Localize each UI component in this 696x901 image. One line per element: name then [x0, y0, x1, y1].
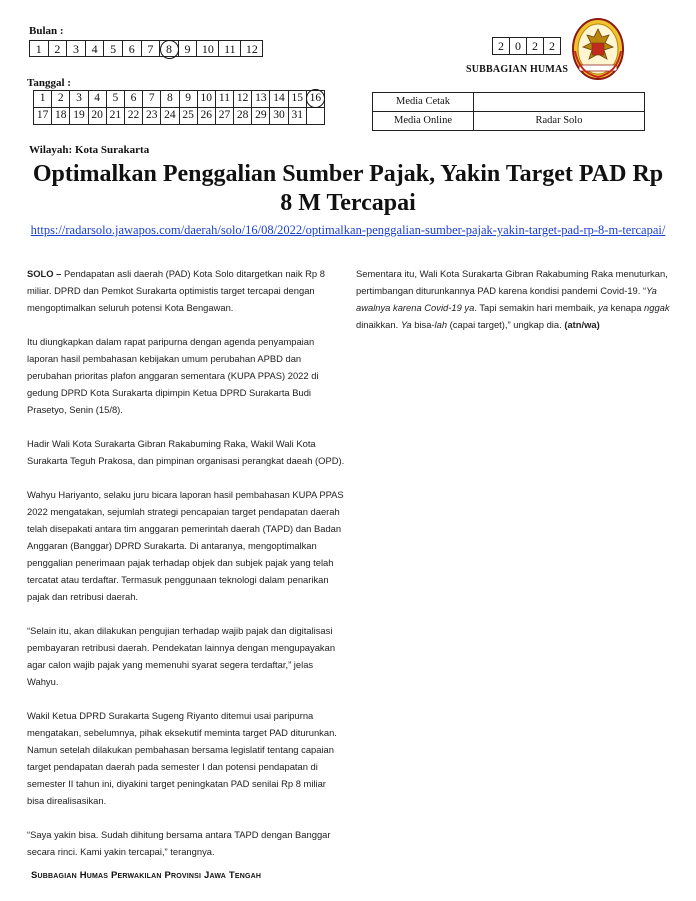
cell-value: 30 — [273, 109, 285, 122]
cell-value: 2 — [549, 39, 555, 53]
grid-cell — [106, 108, 124, 125]
cell-value: 26 — [200, 109, 213, 122]
cell-value: 8 — [167, 92, 173, 105]
cell-value: 2 — [54, 41, 61, 56]
text-span: (capai target),” ungkap dia. — [447, 319, 565, 330]
grid-cell — [67, 41, 86, 57]
article-paragraph: Wakil Ketua DPRD Surakarta Sugeng Riyanto ditemui usai paripurna mengatakan, sebelumnya, pihak eksekutif meminta target PAD diturunkan. Namun setelah dilakukan pembahasan bersama legislatif tentang capaian target pendapatan daerah pada semester I dan potensi pendapatan di semester II tahun ini, diyakini target peningkatan PAD senilai Rp 8 miliar bisa direalisasikan. — [27, 710, 337, 806]
grid-cell — [270, 91, 288, 108]
article-paragraph: Hadir Wali Kota Surakarta Gibran Rakabuming Raka, Wakil Wali Kota Surakarta Teguh Prakosa, dan pimpinan organisasi perangkat daeah (OPD). — [27, 438, 345, 466]
grid-cell — [179, 91, 197, 108]
grid-cell — [143, 108, 161, 125]
cell-value: 4 — [91, 41, 98, 56]
grid-cell — [234, 91, 252, 108]
italic-span: Ya — [400, 319, 412, 330]
grid-cell — [48, 41, 67, 57]
cell-value: 3 — [72, 41, 79, 56]
garuda-emblem-icon — [571, 17, 625, 81]
grid-cell — [30, 41, 49, 57]
grid-cell — [215, 108, 233, 125]
author-code: (atn/wa) — [564, 319, 600, 330]
text-span: kenapa — [608, 302, 645, 313]
bulan-label: Bulan : — [29, 25, 64, 37]
grid-cell — [122, 41, 141, 57]
cell-value: 28 — [236, 109, 249, 122]
cell-value: 15 — [291, 92, 303, 105]
grid-cell — [161, 108, 179, 125]
grid-cell — [52, 108, 70, 125]
grid-cell — [219, 41, 241, 57]
grid-cell — [241, 41, 263, 57]
cell-value: 6 — [128, 41, 135, 56]
grid-cell — [104, 41, 123, 57]
cell-value: 9 — [185, 92, 191, 105]
date-row — [34, 91, 325, 108]
cell-value: 2 — [57, 92, 64, 105]
grid-cell — [178, 41, 197, 57]
article-paragraph — [27, 265, 345, 316]
text-span: Sementara itu, Wali Kota Surakarta Gibran Rakabuming Raka menuturkan, pertimbangan diturunkannya PAD karena kondisi pandemi Covid-19. “ — [356, 268, 668, 296]
italic-span: lah — [434, 319, 448, 330]
grid-cell — [141, 41, 160, 57]
article-paragraph: “Selain itu, akan dilakukan pengujian terhadap wajib pajak dan digitalisasi pembayaran retribusi daerah. Pendekatan lainnya dengan mengupayakan agar calon wajib pajak yang memenuhi syarat segera terdaftar,” jelas Wahyu. — [27, 625, 336, 687]
article-url-link[interactable]: https://radarsolo.jawapos.com/daerah/solo/16/08/2022/optimalkan-penggalian-sumber-pajak-yakin-target-pad-rp-8-m-tercapai/ — [30, 223, 666, 237]
cell-value: 19 — [73, 109, 85, 122]
cell-value: 1 — [39, 92, 46, 105]
media-online-value: Radar Solo — [474, 112, 645, 131]
article-paragraph — [356, 265, 674, 333]
grid-cell — [306, 108, 324, 125]
cell-value: 10 — [201, 41, 214, 56]
cell-value: 6 — [130, 92, 137, 105]
cell-value: 14 — [273, 92, 285, 105]
text-span: bisa- — [411, 319, 435, 330]
grid-cell — [288, 108, 306, 125]
grid-cell — [106, 91, 124, 108]
footer-label: Subbagian Humas Perwakilan Provinsi Jawa Tengah — [31, 870, 262, 881]
year-table — [492, 37, 561, 55]
cell-value: 31 — [291, 109, 303, 122]
italic-span: awalnya karena Covid-19 — [356, 302, 465, 313]
italic-span: Ya — [646, 285, 657, 296]
grid-cell — [544, 38, 561, 55]
grid-cell — [288, 91, 306, 108]
grid-cell — [52, 91, 70, 108]
date-row — [34, 108, 325, 125]
media-cetak-label: Media Cetak — [373, 93, 474, 112]
selected-value: 8 — [165, 41, 172, 56]
cell-value: 18 — [55, 109, 67, 122]
grid-cell — [306, 91, 324, 108]
grid-cell — [34, 108, 52, 125]
cell-value: 11 — [224, 41, 236, 56]
cell-value: 20 — [91, 109, 103, 122]
grid-cell — [161, 91, 179, 108]
cell-value: 13 — [255, 92, 267, 105]
grid-cell — [510, 38, 527, 55]
selected-value: 16 — [309, 92, 322, 105]
paragraph-text: Pendapatan asli daerah (PAD) Kota Solo ditargetkan naik Rp 8 miliar. DPRD dan Pemkot Surakarta optimistis target tercapai dengan mengoptimalkan seluruh potensi Kota Bengawan. — [27, 268, 325, 313]
cell-value: 12 — [245, 41, 258, 56]
cell-value: 9 — [184, 41, 191, 56]
grid-cell — [197, 108, 215, 125]
grid-cell — [197, 91, 215, 108]
article-paragraph: “Saya yakin bisa. Sudah dihitung bersama antara TAPD dengan Banggar secara rinci. Kami yakin tercapai,” terangnya. — [27, 829, 331, 857]
article-paragraph: Wahyu Hariyanto, selaku juru bicara laporan hasil pembahasan KUPA PPAS 2022 mengatakan, sejumlah strategi pencapaian target pendapatan daerah telah disepakati antara tim anggaran pemerintah daerah (TAPD) dan Badan Anggaran (Banggar) DPRD Surakarta. Di antaranya, mengoptimalkan penggalian penerimaan pajak terhadap objek dan subjek pajak yang telah tercatat atau terdaftar. Termasuk penggunaan teknologi dalam penarikan pajak dan retribusi daerah. — [27, 489, 344, 602]
wilayah-label: Wilayah: Kota Surakarta — [29, 144, 150, 156]
cell-value: 17 — [36, 109, 49, 122]
grid-cell — [70, 91, 88, 108]
grid-cell — [215, 91, 233, 108]
cell-value: 5 — [112, 92, 119, 105]
media-online-label: Media Online — [373, 112, 474, 131]
italic-span: nggak — [644, 302, 670, 313]
grid-cell — [493, 38, 510, 55]
grid-cell — [234, 108, 252, 125]
dateline: SOLO – — [27, 268, 62, 279]
grid-cell — [124, 91, 142, 108]
grid-cell — [252, 91, 270, 108]
grid-cell — [88, 91, 106, 108]
article-column-left — [27, 265, 345, 877]
grid-cell — [143, 91, 161, 108]
grid-cell — [85, 41, 104, 57]
article-title: Optimalkan Penggalian Sumber Pajak, Yakin Target PAD Rp 8 M Tercapai — [32, 161, 664, 216]
month-table — [29, 40, 263, 57]
cell-value: 21 — [109, 109, 122, 122]
grid-cell — [124, 108, 142, 125]
media-cetak-value — [474, 93, 645, 112]
grid-cell — [34, 91, 52, 108]
cell-value: 3 — [76, 92, 82, 105]
cell-value: 0 — [515, 39, 521, 53]
grid-cell — [179, 108, 197, 125]
cell-value: 22 — [127, 109, 140, 122]
grid-cell — [270, 108, 288, 125]
italic-span: ya — [464, 302, 475, 313]
grid-cell — [527, 38, 544, 55]
text-span: . Tapi semakin hari membaik, — [474, 302, 599, 313]
tanggal-label: Tanggal : — [27, 77, 71, 89]
italic-span: ya — [598, 302, 609, 313]
grid-cell — [70, 108, 88, 125]
text-span: dinaikkan. — [356, 319, 401, 330]
cell-value: 7 — [147, 41, 154, 56]
year-row — [493, 38, 561, 55]
grid-cell — [252, 108, 270, 125]
date-table — [33, 90, 325, 125]
article-paragraph: Itu diungkapkan dalam rapat paripurna dengan agenda penyampaian laporan hasil pembahasan kebijakan umum perubahan APBD dan perubahan prioritas plafon anggaran sementara (KUPA PPAS) 2022 di gedung DPRD Kota Surakarta dipimpin Ketua DPRD Surakarta Budi Prasetyo, Senin (15/8). — [27, 336, 319, 415]
cell-value: 2 — [498, 39, 504, 53]
cell-value: 1 — [35, 41, 42, 56]
month-row — [30, 41, 263, 57]
cell-value: 29 — [255, 109, 267, 122]
cell-value: 4 — [94, 92, 101, 105]
cell-value: 7 — [148, 92, 155, 105]
cell-value: 12 — [236, 92, 249, 105]
cell-value: 25 — [182, 109, 194, 122]
cell-value: 5 — [110, 41, 117, 56]
cell-value: 23 — [145, 109, 158, 122]
cell-value: 27 — [218, 109, 231, 122]
grid-cell — [88, 108, 106, 125]
cell-value: 10 — [200, 92, 213, 105]
cell-value: 2 — [532, 39, 538, 53]
unit-label: SUBBAGIAN HUMAS — [466, 64, 569, 75]
grid-cell — [197, 41, 219, 57]
article-column-right — [356, 265, 674, 350]
media-table — [372, 92, 645, 131]
cell-value: 11 — [218, 92, 230, 105]
grid-cell — [160, 41, 179, 57]
cell-value: 24 — [164, 109, 176, 122]
